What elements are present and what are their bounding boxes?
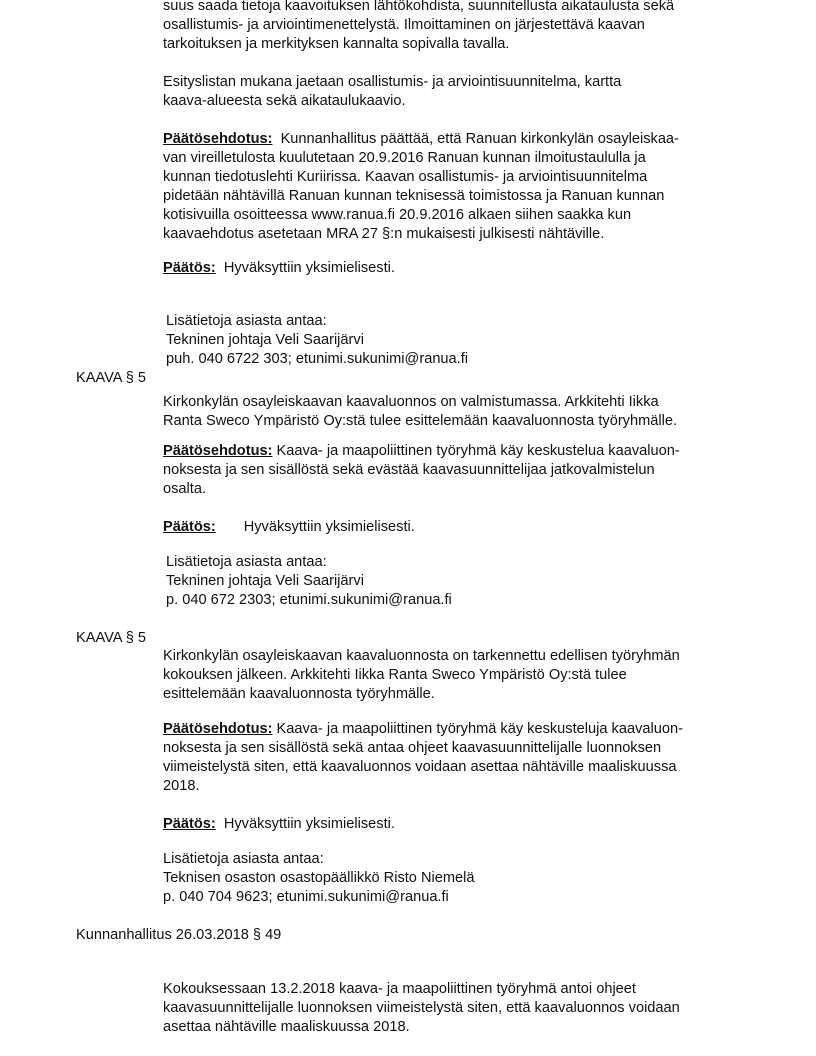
text-line: asettaa nähtäville maaliskuussa 2018. [163, 1019, 410, 1035]
text-line: tarkoituksen ja merkityksen kannalta sopivalla tavalla. [163, 36, 510, 52]
text-line: noksesta ja sen sisällöstä sekä evästää kaavasuunnittelijaa jatkovalmistelun [163, 462, 655, 478]
section3-decision [163, 815, 395, 834]
text-line: pidetään nähtävillä Ranuan kunnan teknisessä toimistossa ja Ranuan kunnan [163, 188, 665, 204]
text-line: Kirkonkylän osayleiskaavan kaavaluonnosta on tarkennettu edellisen työryhmän [163, 648, 680, 664]
proposal-text: Kaava- ja maapoliittinen työryhmä käy keskusteluja kaavaluon- [276, 721, 683, 737]
decision-text: Hyväksyttiin yksimielisesti. [223, 816, 395, 832]
text-line: van vireilletulosta kuulutetaan 20.9.2016 Ranuan kunnan ilmoitustaululla ja [163, 150, 646, 166]
text-line: kunnan tiedotuslehti Kuriirissa. Kaavan osallistumis- ja arviointisuunnitelma [163, 169, 648, 185]
text-line: Esityslistan mukana jaetaan osallistumis- ja arviointisuunnitelma, kartta [163, 74, 622, 90]
text-line: kokouksen jälkeen. Arkkitehti Iikka Ranta Sweco Ympäristö Oy:stä tulee [163, 667, 627, 683]
text-line: puh. 040 6722 303; etunimi.sukunimi@ranua.fi [166, 351, 469, 367]
text-line: p. 040 672 2303; etunimi.sukunimi@ranua.fi [166, 592, 452, 608]
text-line: Kokouksessaan 13.2.2018 kaava- ja maapoliittinen työryhmä antoi ohjeet [163, 981, 636, 997]
text-line: osallistumis- ja arviointimenettelystä. Ilmoittaminen on järjestettävä kaavan [163, 17, 645, 33]
decision-text: Hyväksyttiin yksimielisesti. [223, 260, 395, 276]
text-line: kaavasuunnittelijalle luonnoksen viimeistelystä siten, että kaavaluonnos voidaan [163, 1000, 680, 1016]
text-line [163, 720, 683, 739]
text-line: Lisätietoja asiasta antaa: [166, 313, 327, 329]
section1-decision [163, 259, 395, 278]
text-line: p. 040 704 9623; etunimi.sukunimi@ranua.fi [163, 889, 449, 905]
decision-text: Hyväksyttiin yksimielisesti. [243, 519, 415, 535]
text-line: Tekninen johtaja Veli Saarijärvi [166, 332, 364, 348]
decision-label: Päätös: [163, 519, 216, 535]
text-line: noksesta ja sen sisällöstä sekä antaa ohjeet kaavasuunnittelijalle luonnoksen [163, 740, 662, 756]
section2-decision [163, 518, 415, 537]
proposal-text: Kunnanhallitus päättää, että Ranuan kirkonkylän osayleiskaa- [280, 131, 679, 147]
text-line [163, 130, 679, 149]
decision-label: Päätös: [163, 816, 216, 832]
text-line [163, 442, 680, 461]
text-line: 2018. [163, 778, 200, 794]
proposal-label: Päätösehdotus: [163, 131, 273, 147]
text-line: Lisätietoja asiasta antaa: [163, 851, 324, 867]
text-line: kotisivuilla osoitteessa www.ranua.fi 20.9.2016 alkaen siihen saakka kun [163, 207, 632, 223]
text-line: esittelemään kaavaluonnosta työryhmälle. [163, 686, 435, 702]
text-line: Ranta Sweco Ympäristö Oy:stä tulee esittelemään kaavaluonnosta työryhmälle. [163, 413, 678, 429]
proposal-label: Päätösehdotus: [163, 721, 273, 737]
text-line: osalta. [163, 481, 206, 497]
proposal-label: Päätösehdotus: [163, 443, 273, 459]
section4-heading: Kunnanhallitus 26.03.2018 § 49 [76, 927, 282, 943]
text-line: Teknisen osaston osastopäällikkö Risto Niemelä [163, 870, 475, 886]
text-line: kaavaehdotus asetetaan MRA 27 §:n mukaisesti julkisesti nähtäville. [163, 226, 605, 242]
text-line: kaava-alueesta sekä aikataulukaavio. [163, 93, 406, 109]
section2-heading: KAAVA § 5 [76, 370, 147, 386]
proposal-text: Kaava- ja maapoliittinen työryhmä käy keskustelua kaavaluon- [276, 443, 680, 459]
decision-label: Päätös: [163, 260, 216, 276]
text-line: Kirkonkylän osayleiskaavan kaavaluonnos on valmistumassa. Arkkitehti Iikka [163, 394, 659, 410]
text-line: suus saada tietoja kaavoituksen lähtökohdista, suunnitellusta aikataulusta sekä [163, 0, 675, 14]
text-line: viimeistelystä siten, että kaavaluonnos voidaan asettaa nähtäville maaliskuussa [163, 759, 677, 775]
text-line: Tekninen johtaja Veli Saarijärvi [166, 573, 364, 589]
section3-heading: KAAVA § 5 [76, 630, 147, 646]
text-line: Lisätietoja asiasta antaa: [166, 554, 327, 570]
